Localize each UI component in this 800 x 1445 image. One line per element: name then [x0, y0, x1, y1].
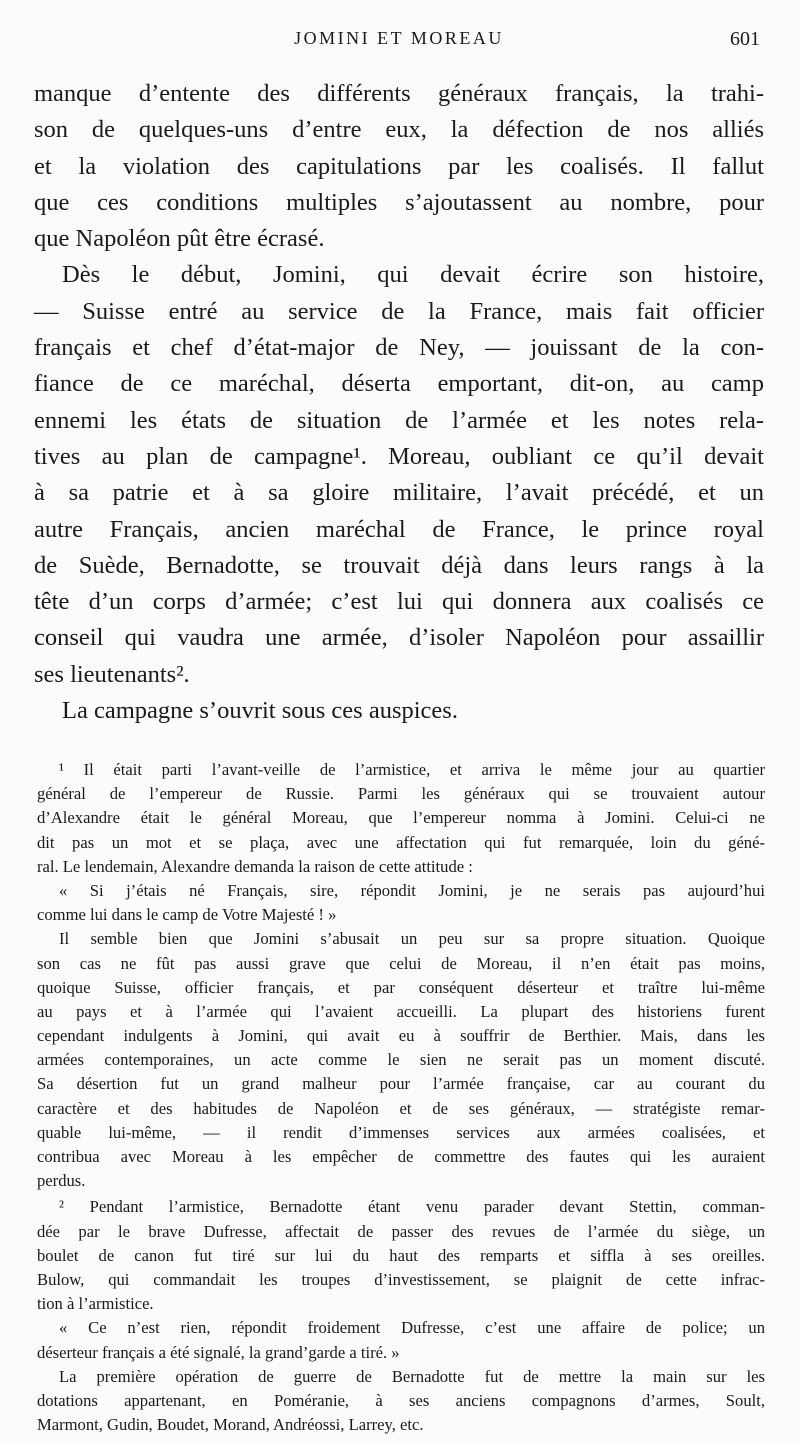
footnote-line: caractère et des habitudes de Napoléon et de ses généraux, — stratégiste remar- [37, 1098, 765, 1118]
body-line: — Suisse entré au service de la France, mais fait officier [34, 297, 764, 325]
footnote-line: ² Pendant l’armistice, Bernadotte étant venu parader devant Stettin, comman- [59, 1197, 765, 1217]
page-number: 601 [730, 28, 760, 50]
footnote-line: déserteur français a été signalé, la grand’garde a tiré. » [37, 1342, 400, 1362]
body-line: manque d’entente des différents généraux français, la trahi- [34, 80, 764, 107]
body-line: ses lieutenants². [34, 660, 190, 688]
footnote-line: Bulow, qui commandait les troupes d’investissement, se plaignit de cette infrac- [37, 1269, 765, 1289]
footnote-line: d’Alexandre était le général Moreau, que l’empereur nomma à Jomini. Celui-ci ne [37, 808, 765, 828]
footnote-line: armées contemporaines, un acte comme le sien ne serait pas un moment discuté. [37, 1050, 765, 1070]
footnote-line: La première opération de guerre de Bernadotte fut de mettre la main sur les [59, 1366, 765, 1386]
body-line: autre Français, ancien maréchal de France, le prince royal [34, 515, 764, 543]
footnote-line: quable lui-même, — il rendit d’immenses services aux armées coalisées, et [37, 1122, 765, 1142]
body-line: tives au plan de campagne¹. Moreau, oubliant ce qu’il devait [34, 442, 764, 470]
footnote-line: Sa désertion fut un grand malheur pour l’armée française, car au courant du [37, 1074, 765, 1094]
footnote-line: dée par le brave Dufresse, affectait de passer des revues de l’armée du siège, un [37, 1221, 765, 1241]
footnote-line: son cas ne fût pas aussi grave que celui de Moreau, il n’en était pas moins, [37, 953, 765, 973]
running-head: JOMINI ET MOREAU [294, 28, 504, 48]
footnote-line: dit pas un mot et se plaça, avec une affectation qui fut remarquée, loin du géné- [37, 832, 765, 852]
body-line: tête d’un corps d’armée; c’est lui qui donnera aux coalisés ce [34, 588, 764, 616]
body-line: ennemi les états de situation de l’armée et les notes rela- [34, 406, 764, 434]
footnote-line: Il semble bien que Jomini s’abusait un peu sur sa propre situation. Quoique [59, 929, 765, 949]
footnote-line: quoique Suisse, officier français, et par conséquent déserteur et traître lui-même [37, 977, 765, 997]
footnote-line: comme lui dans le camp de Votre Majesté ! » [37, 905, 337, 925]
body-line: que Napoléon pût être écrasé. [34, 225, 325, 253]
footnote-line: ral. Le lendemain, Alexandre demanda la raison de cette attitude : [37, 856, 473, 876]
body-line: La campagne s’ouvrit sous ces auspices. [62, 697, 458, 725]
footnote-line: Marmont, Gudin, Boudet, Morand, Andréossi, Larrey, etc. [37, 1415, 424, 1435]
footnote-line: cependant indulgents à Jomini, qui avait eu à souffrir de Berthier. Mais, dans les [37, 1026, 765, 1046]
footnote-line: général de l’empereur de Russie. Parmi les généraux qui se trouvaient autour [37, 784, 765, 804]
footnote-line: boulet de canon fut tiré sur lui du haut des remparts et siffla à ses oreilles. [37, 1245, 765, 1265]
body-line: français et chef d’état-major de Ney, — jouissant de la con- [34, 334, 764, 362]
main-text [34, 76, 764, 729]
footnotes [37, 758, 765, 1437]
footnote-line: « Ce n’est rien, répondit froidement Dufresse, c’est une affaire de police; un [59, 1318, 765, 1338]
page-header [36, 28, 762, 58]
body-line: de Suède, Bernadotte, se trouvait déjà dans leurs rangs à la [34, 551, 764, 579]
body-line: Dès le début, Jomini, qui devait écrire son histoire, [62, 261, 764, 289]
footnote-line: perdus. [37, 1171, 86, 1191]
body-line: fiance de ce maréchal, déserta emportant, dit-on, au camp [34, 370, 764, 398]
footnote-line: tion à l’armistice. [37, 1294, 154, 1314]
footnote-line: dotations appartenant, en Poméranie, à ses anciens compagnons d’armes, Soult, [37, 1390, 765, 1410]
body-line: à sa patrie et à sa gloire militaire, l’avait précédé, et un [34, 479, 764, 507]
body-line: conseil qui vaudra une armée, d’isoler Napoléon pour assaillir [34, 624, 764, 652]
footnote-line: au pays et à l’armée qui l’avaient accueilli. La plupart des historiens furent [37, 1001, 765, 1021]
body-line: et la violation des capitulations par les coalisés. Il fallut [34, 152, 764, 180]
body-line: son de quelques-uns d’entre eux, la défection de nos alliés [34, 116, 764, 144]
footnote-line: contribua avec Moreau à les empêcher de commettre des fautes qui les auraient [37, 1147, 765, 1166]
footnote-line: « Si j’étais né Français, sire, répondit Jomini, je ne serais pas aujourd’hui [59, 880, 765, 900]
footnote-line: ¹ Il était parti l’avant-veille de l’armistice, et arriva le même jour au quartier [59, 760, 765, 779]
body-line: que ces conditions multiples s’ajoutassent au nombre, pour [34, 188, 764, 216]
